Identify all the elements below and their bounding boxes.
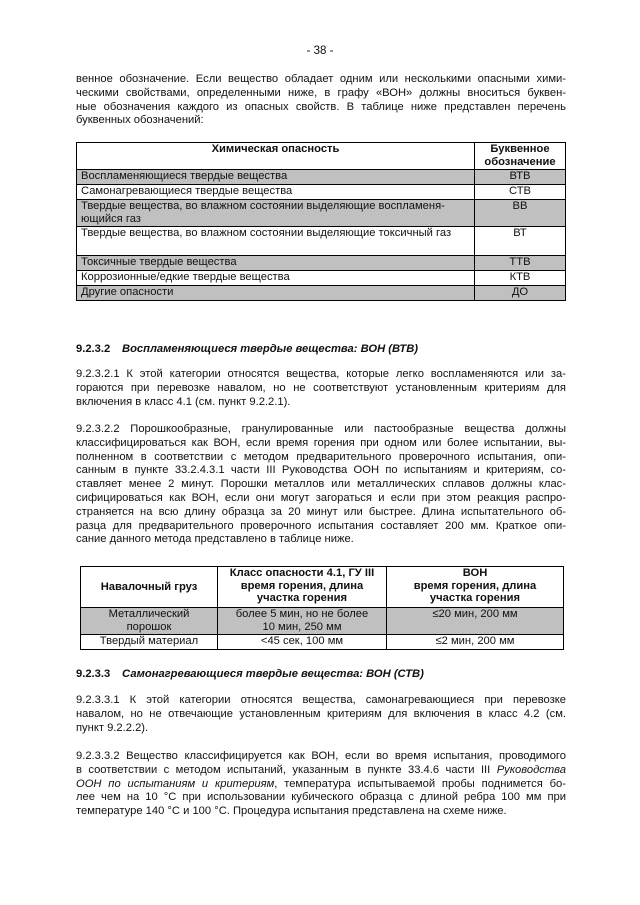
intro-paragraph — [76, 73, 566, 128]
paragraph-92332 — [76, 750, 566, 819]
table-row — [81, 635, 564, 650]
text-run: в соответствии с методом испытаний, указанным в пункте 33.4.6 части III — [76, 763, 497, 776]
section-heading-9233 — [76, 668, 424, 680]
code-cell: ДО — [475, 286, 566, 301]
header-line: ВОН — [462, 567, 488, 579]
header-cargo: Навалочный груз — [81, 567, 218, 608]
text-line: температуре 140 °С и 100 °С. Процедура испытания представлена на схеме ниже. — [76, 805, 507, 818]
table-header-row — [77, 143, 566, 170]
header-line: время горения, длина — [240, 579, 364, 592]
section-number: 9.2.3.2 — [76, 343, 111, 355]
text-line: сифицироваться как ВОН, если они могут загораться и если при этом реакция распро- — [76, 491, 566, 504]
text-line: 9.2.3.2.1 К этой категории относятся вещества, которые легко воспламеняются или за- — [76, 368, 566, 380]
paragraph-92321 — [76, 368, 566, 409]
text-line: гораются при перевозке навалом, но не соответствуют установленным критериям для — [76, 381, 566, 394]
cell-line: порошок — [126, 620, 172, 633]
table-header-row — [81, 567, 564, 608]
header-class — [218, 567, 387, 608]
text-line: классифицироваться как ВОН, если время горения при одном или более испытании, вы- — [76, 436, 566, 449]
burn-rate-table — [80, 566, 564, 650]
paragraph-92331 — [76, 694, 566, 735]
text-line: венное обозначение. Если вещество обладает одним или несколькими опасными хими- — [76, 73, 566, 85]
text-line: пункт 9.2.2.2). — [76, 721, 149, 734]
class-cell — [218, 608, 387, 635]
text-run: , температура испытываемой пробы поднимется бо- — [274, 777, 566, 790]
paragraph-92322 — [76, 423, 566, 547]
von-cell: ≤20 мин, 200 мм — [387, 608, 564, 635]
hazard-cell: Токсичные твердые вещества — [77, 256, 475, 271]
table-row — [77, 271, 566, 286]
text-line: ные обозначения каждого из опасных свойств. В таблице ниже представлен перечень — [76, 100, 566, 113]
hazard-cell: Другие опасности — [77, 286, 475, 301]
code-cell: КТВ — [475, 271, 566, 286]
header-line: участка горения — [429, 592, 521, 604]
table-row — [77, 286, 566, 301]
hazard-table — [76, 142, 566, 301]
cargo-cell: Твердый материал — [81, 635, 218, 650]
table-row — [77, 227, 566, 256]
header-line: время горения, длина — [413, 579, 537, 592]
header-line: участка горения — [256, 592, 348, 604]
code-cell: ТТВ — [475, 256, 566, 271]
section-heading-9232 — [76, 343, 418, 355]
text-line: страняется на всю длину образца за 20 минут или быстрее. Длина испытательного об- — [76, 505, 566, 518]
text-line: 9.2.3.3.2 Вещество классифицируется как ВОН, если во время испытания, проводимого — [76, 750, 566, 762]
text-line: полненном в соответствии с методом предварительного проверочного испытания, опи- — [76, 450, 566, 463]
section-title: Воспламеняющиеся твердые вещества: ВОН (ВТВ) — [122, 343, 419, 355]
table-row — [77, 170, 566, 185]
text-run-italic: Руководства — [496, 763, 566, 776]
header-von — [387, 567, 564, 608]
text-run-italic: ООН по испытаниям и критериям — [76, 777, 275, 790]
text-line: навалом, но не отвечающие установленным критериям для включения в класс 4.2 (см. — [76, 707, 566, 720]
code-cell: СТВ — [475, 185, 566, 200]
text-line: лее чем на 10 °С при использовании кубического образца с длиной ребра 100 мм при — [76, 791, 566, 804]
code-cell: ВТ — [475, 227, 566, 256]
code-cell: ВТВ — [475, 170, 566, 185]
hazard-cell — [77, 200, 475, 227]
text-line — [76, 764, 566, 778]
header-code: Буквенное обозначение — [475, 143, 566, 170]
hazard-cell: Твердые вещества, во влажном состоянии выделяющие токсичный газ — [77, 227, 475, 256]
hazard-cell: Коррозионные/едкие твердые вещества — [77, 271, 475, 286]
hazard-cell: Самонагревающиеся твердые вещества — [77, 185, 475, 200]
cell-line: Металлический — [108, 608, 190, 620]
text-line: разца для предварительного проверочного испытания составляет 200 мм. Краткое опи- — [76, 519, 566, 532]
class-cell: <45 сек, 100 мм — [218, 635, 387, 650]
text-line — [76, 778, 566, 792]
hazard-text: ющийся газ — [81, 212, 141, 225]
cell-line: 10 мин, 250 мм — [262, 620, 342, 633]
hazard-cell: Воспламеняющиеся твердые вещества — [77, 170, 475, 185]
table-row — [77, 185, 566, 200]
table-row — [77, 200, 566, 227]
von-cell: ≤2 мин, 200 мм — [387, 635, 564, 650]
text-line: 9.2.3.3.1 К этой категории относятся вещества, самонагревающиеся при перевозке — [76, 694, 566, 706]
section-title: Самонагревающиеся твердые вещества: ВОН (СТВ) — [122, 668, 424, 680]
cell-line: более 5 мин, но не более — [235, 608, 369, 620]
text-line: сание данного метода представлено в таблице ниже. — [76, 533, 354, 546]
section-number: 9.2.3.3 — [76, 668, 111, 680]
header-line: Класс опасности 4.1, ГУ III — [229, 567, 375, 579]
text-line: ческими свойствами, определенными ниже, в графу «ВОН» должны вноситься буквен- — [76, 86, 566, 99]
text-line: 9.2.3.2.2 Порошкообразные, гранулированные или пастообразные вещества должны — [76, 423, 566, 435]
table-row — [81, 608, 564, 635]
text-line: включения в класс 4.1 (см. пункт 9.2.2.1). — [76, 395, 291, 408]
hazard-text: Твердые вещества, во влажном состоянии выделяющие воспламеня- — [81, 200, 445, 212]
code-cell: ВВ — [475, 200, 566, 227]
table-row — [77, 256, 566, 271]
text-line: санным в пункте 33.2.4.3.1 части III Руководства ООН по испытаниям и критериям, со- — [76, 464, 566, 477]
text-line: буквенных обозначений: — [76, 114, 204, 127]
cargo-cell — [81, 608, 218, 635]
page-number: - 38 - — [306, 45, 334, 57]
text-line: ставляет менее 2 минут. Порошки металлов или металлических сплавов должны клас- — [76, 478, 566, 491]
header-hazard: Химическая опасность — [77, 143, 475, 170]
